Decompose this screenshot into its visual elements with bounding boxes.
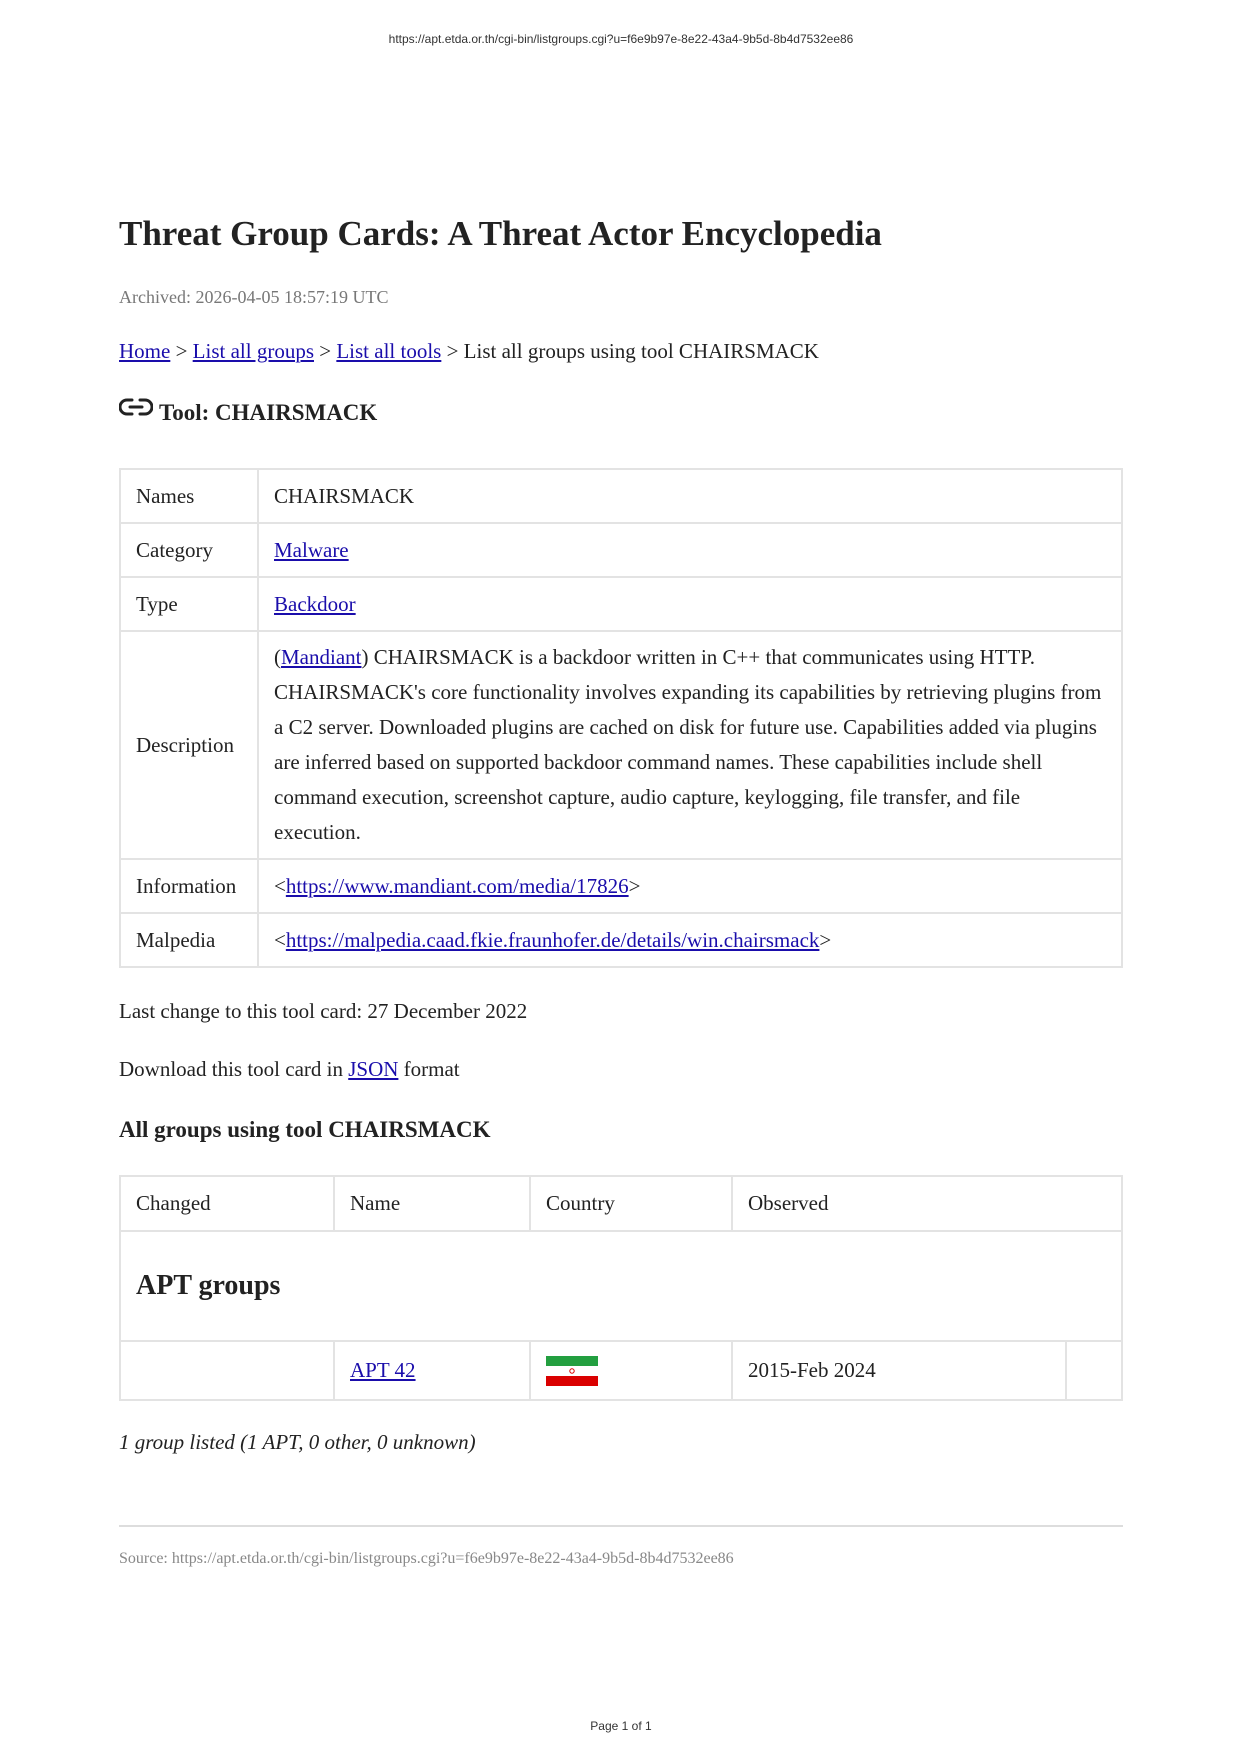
extra-cell <box>1066 1341 1122 1400</box>
download-after: format <box>398 1057 460 1081</box>
breadcrumb-separator: > <box>314 339 337 363</box>
country-cell <box>530 1341 732 1400</box>
lt-symbol: < <box>274 927 286 952</box>
breadcrumb-current: > List all groups using tool CHAIRSMACK <box>441 339 819 363</box>
breadcrumb-tools-link[interactable]: List all tools <box>336 339 442 363</box>
lt-symbol: < <box>274 873 286 898</box>
page-number: Page 1 of 1 <box>590 1719 652 1733</box>
information-label: Information <box>120 859 258 913</box>
archived-timestamp: Archived: 2026-04-05 18:57:19 UTC <box>119 287 389 307</box>
breadcrumb-groups-link[interactable]: List all groups <box>192 339 314 363</box>
json-download-link[interactable]: JSON <box>348 1057 399 1081</box>
divider <box>119 1525 1123 1527</box>
information-row <box>120 859 1122 913</box>
groups-table-header <box>120 1176 1122 1231</box>
download-before: Download this tool card in <box>119 1057 349 1081</box>
tool-heading <box>119 400 377 428</box>
names-row <box>120 469 1122 523</box>
description-label: Description <box>120 631 258 859</box>
column-header-changed[interactable]: Changed <box>120 1176 334 1231</box>
groups-table <box>119 1175 1123 1401</box>
category-link[interactable]: Malware <box>274 537 349 562</box>
tool-heading-text: Tool: CHAIRSMACK <box>159 400 378 425</box>
print-header-url: https://apt.etda.or.th/cgi-bin/listgroups.cgi?u=f6e9b97e-8e22-43a4-9b5d-8b4d7532ee86 <box>388 32 854 46</box>
malpedia-label: Malpedia <box>120 913 258 967</box>
malpedia-row <box>120 913 1122 967</box>
name-cell <box>334 1341 530 1400</box>
type-label: Type <box>120 577 258 631</box>
column-header-name[interactable]: Name <box>334 1176 530 1231</box>
information-cell <box>258 859 1122 913</box>
type-cell <box>258 577 1122 631</box>
page-title: Threat Group Cards: A Threat Actor Encyclopedia <box>119 214 882 253</box>
gt-symbol: > <box>819 927 832 952</box>
malpedia-link[interactable]: https://malpedia.caad.fkie.fraunhofer.de/details/win.chairsmack <box>285 927 820 952</box>
names-value: CHAIRSMACK <box>258 469 1122 523</box>
category-cell <box>258 523 1122 577</box>
source-url: Source: https://apt.etda.or.th/cgi-bin/listgroups.cgi?u=f6e9b97e-8e22-43a4-9b5d-8b4d7532ee86 <box>119 1550 734 1567</box>
download-text <box>119 1057 460 1082</box>
description-cell <box>258 631 1122 859</box>
section-title: APT groups <box>120 1231 1122 1341</box>
groups-summary: 1 group listed (1 APT, 0 other, 0 unknown) <box>119 1430 476 1454</box>
link-icon <box>119 396 153 424</box>
apt-groups-section <box>120 1231 1122 1341</box>
type-row <box>120 577 1122 631</box>
description-row <box>120 631 1122 859</box>
gt-symbol: > <box>628 873 641 898</box>
table-row <box>120 1341 1122 1400</box>
description-paren: ( <box>274 645 281 669</box>
last-change-text: Last change to this tool card: 27 December 2022 <box>119 999 528 1023</box>
category-label: Category <box>120 523 258 577</box>
description-source-link[interactable]: Mandiant <box>281 645 362 669</box>
category-row <box>120 523 1122 577</box>
malpedia-cell <box>258 913 1122 967</box>
type-link[interactable]: Backdoor <box>274 591 356 616</box>
iran-flag-icon <box>546 1356 598 1386</box>
column-header-country[interactable]: Country <box>530 1176 732 1231</box>
breadcrumb-separator: > <box>170 339 193 363</box>
changed-cell <box>120 1341 334 1400</box>
tool-info-table <box>119 468 1123 968</box>
information-link[interactable]: https://www.mandiant.com/media/17826 <box>285 873 629 898</box>
breadcrumb-home-link[interactable]: Home <box>119 339 171 363</box>
column-header-observed[interactable]: Observed <box>732 1176 1122 1231</box>
groups-heading: All groups using tool CHAIRSMACK <box>119 1117 491 1142</box>
group-link[interactable]: APT 42 <box>350 1358 416 1382</box>
description-text: ) CHAIRSMACK is a backdoor written in C++ that communicates using HTTP. CHAIRSMACK's core functionality involves expanding its capabilities by retrieving plugins from a C2 server. Downloaded plugins are cached on disk for future use. Capabilities added via plugins are inferred based on supported backdoor command names. These capabilities include shell command execution, screenshot capture, audio capture, keylogging, file transfer, and file execution. <box>274 645 1102 844</box>
observed-cell: 2015-Feb 2024 <box>732 1341 1066 1400</box>
names-label: Names <box>120 469 258 523</box>
breadcrumb <box>119 339 819 364</box>
